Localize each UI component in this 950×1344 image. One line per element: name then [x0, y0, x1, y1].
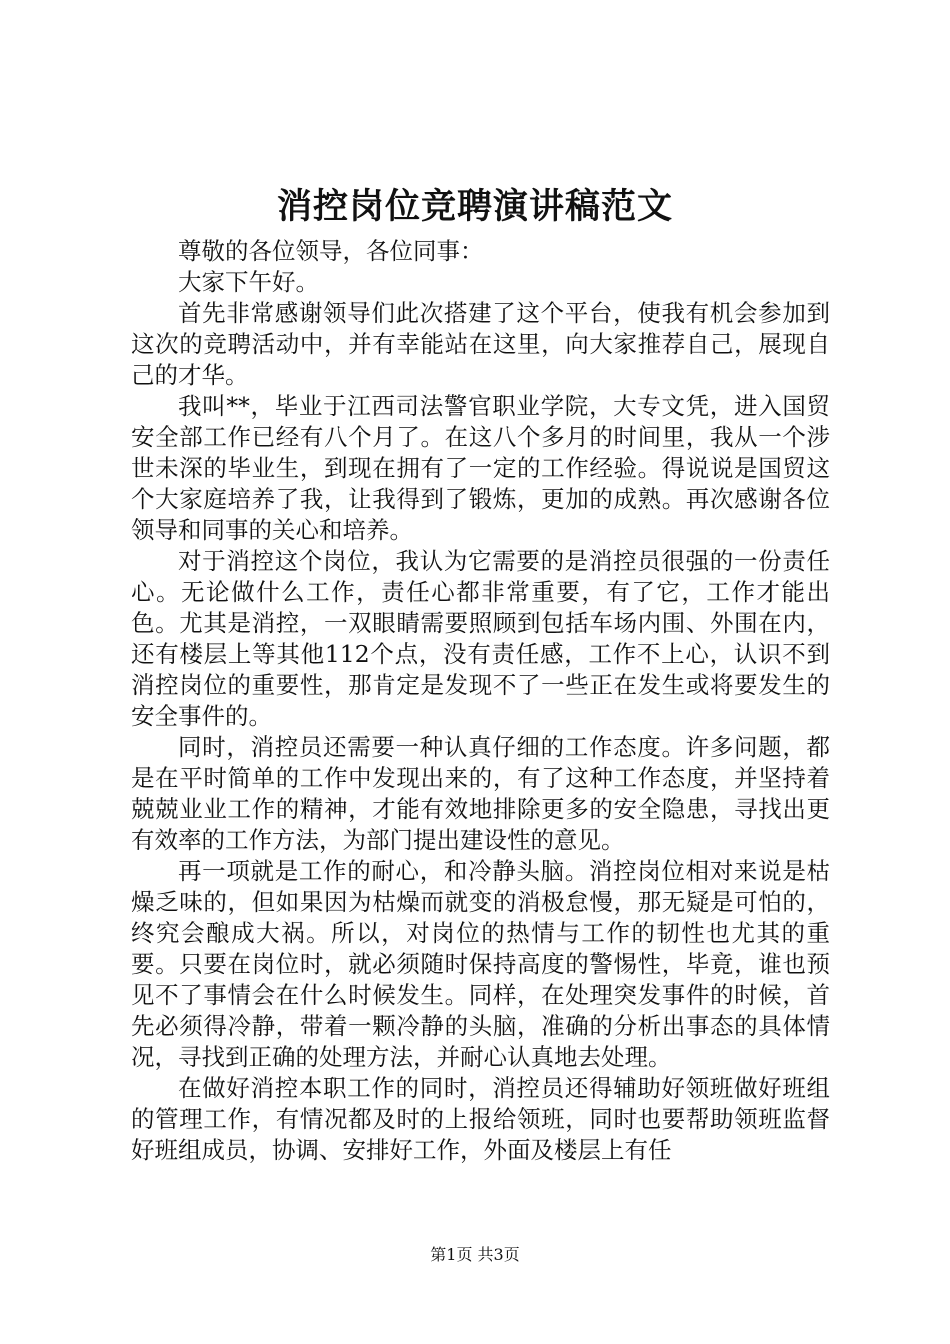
page-number-footer: 第1页 共3页	[430, 1245, 520, 1264]
paragraph-introduction: 我叫**，毕业于江西司法警官职业学院，大专文凭，进入国贸安全部工作已经有八个月了。在这八个多月的时间里，我从一个涉世未深的毕业生，到现在拥有了一定的工作经验。得说说是国贸这个大家庭培养了我，让我得到了锻炼，更加的成熟。再次感谢各位领导和同事的关心和培养。	[131, 392, 830, 544]
paragraph-thanks: 首先非常感谢领导们此次搭建了这个平台，使我有机会参加到这次的竞聘活动中，并有幸能站在这里，向大家推荐自己，展现自己的才华。	[131, 299, 830, 389]
paragraph-assistance: 在做好消控本职工作的同时，消控员还得辅助好领班做好班组的管理工作，有情况都及时的上报给领班，同时也要帮助领班监督好班组成员，协调、安排好工作，外面及楼层上有任	[131, 1074, 830, 1164]
paragraph-responsibility: 对于消控这个岗位，我认为它需要的是消控员很强的一份责任心。无论做什么工作，责任心都非常重要，有了它，工作才能出色。尤其是消控，一双眼睛需要照顾到包括车场内围、外围在内，还有楼层上等其他112个点，没有责任感，工作不上心，认识不到消控岗位的重要性，那肯定是发现不了一些正在发生或将要发生的安全事件的。	[131, 547, 830, 730]
paragraph-patience: 再一项就是工作的耐心，和冷静头脑。消控岗位相对来说是枯燥乏味的，但如果因为枯燥而就变的消极怠慢，那无疑是可怕的，终究会酿成大祸。所以，对岗位的热情与工作的韧性也尤其的重要。只要在岗位时，就必须随时保持高度的警惕性，毕竟，谁也预见不了事情会在什么时候发生。同样，在处理突发事件的时候，首先必须得冷静，带着一颗冷静的头脑，准确的分析出事态的具体情况，寻找到正确的处理方法，并耐心认真地去处理。	[131, 857, 830, 1071]
page-title: 消控岗位竞聘演讲稿范文	[276, 186, 673, 227]
paragraph-greeting: 尊敬的各位领导，各位同事：	[178, 237, 484, 265]
document-body	[131, 236, 830, 1166]
paragraph-hello: 大家下午好。	[178, 268, 319, 296]
paragraph-attitude: 同时，消控员还需要一种认真仔细的工作态度。许多问题，都是在平时简单的工作中发现出来的，有了这种工作态度，并坚持着兢兢业业工作的精神，才能有效地排除更多的安全隐患，寻找出更有效率的工作方法，为部门提出建设性的意见。	[131, 733, 830, 854]
